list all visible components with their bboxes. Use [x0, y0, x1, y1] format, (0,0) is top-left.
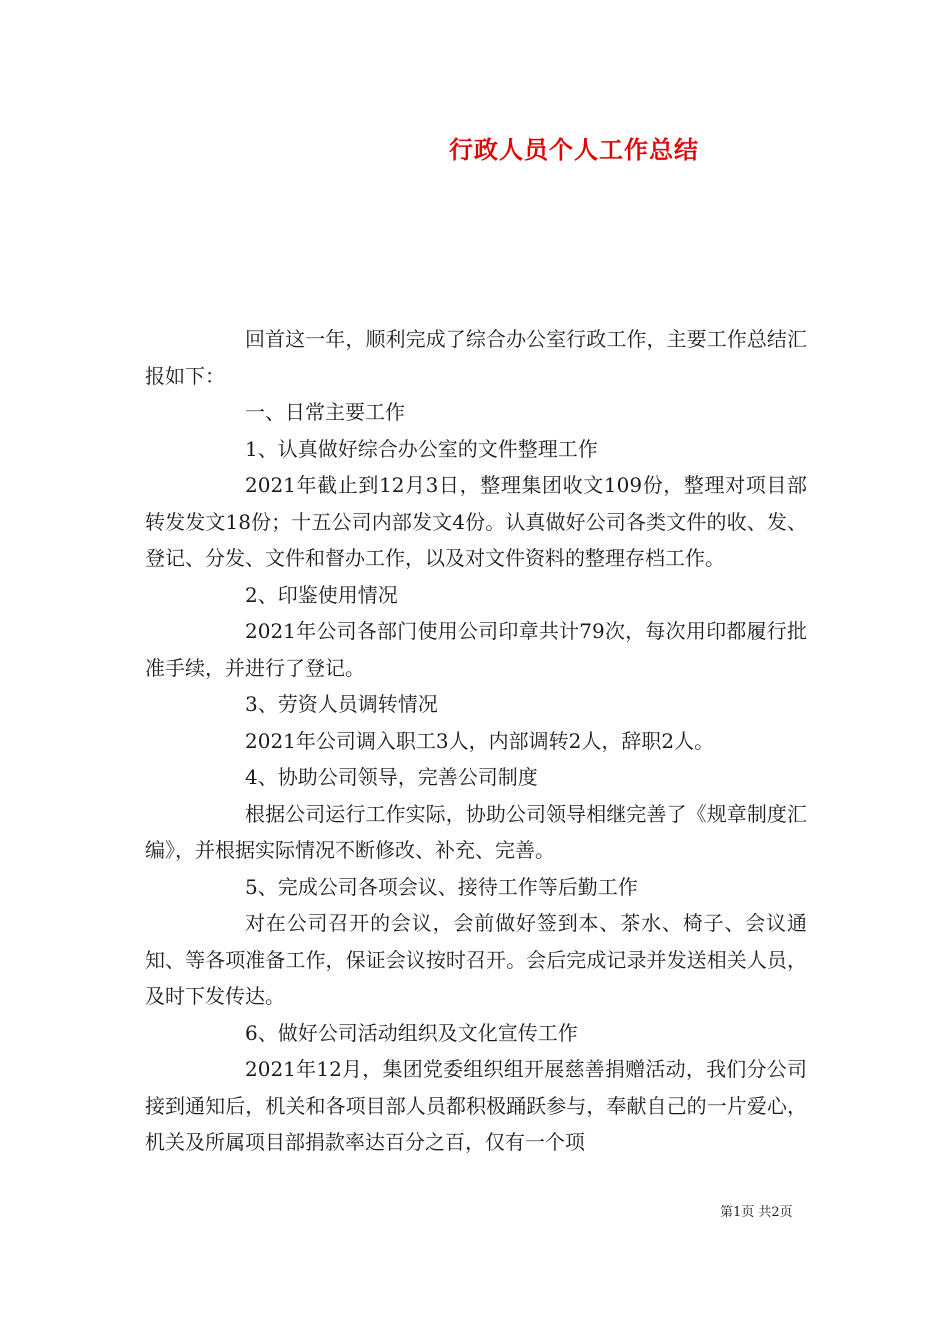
intro-paragraph: 回首这一年，顺利完成了综合办公室行政工作，主要工作总结汇报如下：: [145, 327, 807, 388]
item-heading: 5、完成公司各项会议、接待工作等后勤工作: [245, 874, 638, 899]
item-heading: 4、协助公司领导，完善公司制度: [245, 765, 538, 789]
document-body: [145, 321, 807, 1161]
page-title: 行政人员个人工作总结: [449, 135, 699, 164]
item-heading: 1、认真做好综合办公室的文件整理工作: [245, 436, 598, 461]
item-paragraph: 对在公司召开的会议，会前做好签到本、茶水、椅子、会议通知、等各项准备工作，保证会议按时召开。会后完成记录并发送相关人员，及时下发传达。: [145, 911, 807, 1008]
item-heading: 6、做好公司活动组织及文化宣传工作: [245, 1020, 578, 1045]
item-paragraph: 2021年截止到12月3日，整理集团收文109份，整理对项目部转发发文18份；十五公司内部发文4份。认真做好公司各类文件的收、发、登记、分发、文件和督办工作，以及对文件资料的整理存档工作。: [145, 473, 807, 570]
item-paragraph: 2021年公司各部门使用公司印章共计79次，每次用印都履行批准手续，并进行了登记。: [145, 619, 807, 680]
section-heading: 一、日常主要工作: [245, 400, 405, 424]
page-number: 第1页 共2页: [720, 1205, 793, 1220]
item-heading: 3、劳资人员调转情况: [245, 692, 438, 716]
item-paragraph: 2021年12月，集团党委组织组开展慈善捐赠活动，我们分公司接到通知后，机关和各项目部人员都积极踊跃参与，奉献自己的一片爱心，机关及所属项目部捐款率达百分之百，仅有一个项: [145, 1057, 807, 1154]
item-paragraph: 根据公司运行工作实际，协助公司领导相继完善了《规章制度汇编》，并根据实际情况不断修改、补充、完善。: [145, 801, 807, 862]
item-heading: 2、印鉴使用情况: [245, 582, 398, 607]
item-paragraph: 2021年公司调入职工3人，内部调转2人，辞职2人。: [245, 728, 715, 753]
